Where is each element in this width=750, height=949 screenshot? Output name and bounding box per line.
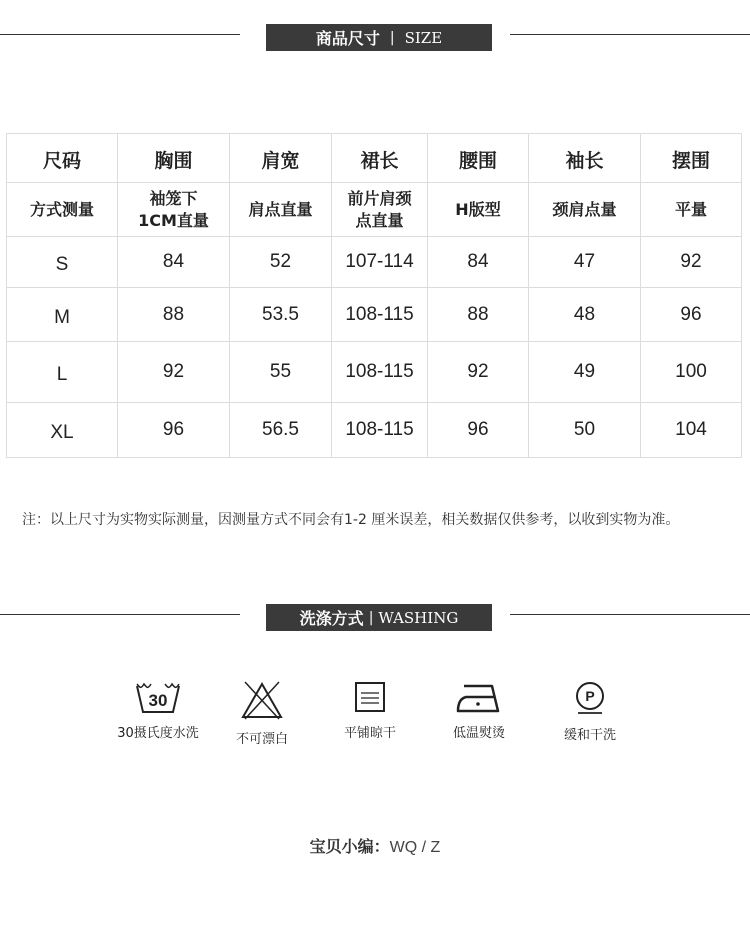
table-cell: 56.5 bbox=[230, 403, 332, 458]
method-text: 颈肩点量 bbox=[552, 199, 617, 219]
column-header: 肩宽 bbox=[230, 134, 332, 183]
washing-section-header bbox=[0, 604, 750, 632]
care-item-iron bbox=[424, 680, 534, 741]
care-label: 平铺晾干 bbox=[343, 726, 396, 741]
table-row bbox=[7, 237, 742, 288]
column-header: 裙长 bbox=[332, 134, 428, 183]
method-text: 袖笼下 bbox=[149, 188, 198, 208]
table-cell: 88 bbox=[118, 288, 230, 342]
table-cell: 92 bbox=[118, 342, 230, 403]
washing-title-badge bbox=[266, 604, 492, 631]
header-divider-left bbox=[0, 34, 240, 35]
iron-low-icon bbox=[454, 680, 504, 714]
header-divider-left bbox=[0, 614, 240, 615]
method-text: 平量 bbox=[674, 199, 707, 219]
method-cell bbox=[118, 183, 230, 237]
table-cell: 92 bbox=[641, 237, 742, 288]
method-cell bbox=[7, 183, 118, 237]
column-header: 腰围 bbox=[428, 134, 529, 183]
editor-label: 宝贝小编： bbox=[309, 837, 390, 856]
column-header: 摆围 bbox=[641, 134, 742, 183]
table-cell: 50 bbox=[529, 403, 641, 458]
title-separator: | bbox=[368, 609, 374, 626]
table-cell: 88 bbox=[428, 288, 529, 342]
table-cell: 104 bbox=[641, 403, 742, 458]
header-divider-right bbox=[510, 614, 750, 615]
care-label: 缓和干洗 bbox=[563, 728, 616, 743]
method-cell bbox=[332, 183, 428, 237]
column-header: 胸围 bbox=[118, 134, 230, 183]
wash-temperature: 30 bbox=[148, 691, 168, 710]
care-label: 低温熨烫 bbox=[452, 726, 505, 741]
dry-clean-letter: P bbox=[585, 688, 595, 704]
method-text: 方式测量 bbox=[29, 199, 94, 219]
size-section-header bbox=[0, 24, 750, 52]
measurement-method-row bbox=[7, 183, 742, 237]
size-title-badge bbox=[266, 24, 492, 51]
care-label: 30摄氏度水洗 bbox=[117, 726, 199, 741]
method-cell bbox=[230, 183, 332, 237]
title-separator: | bbox=[389, 29, 395, 46]
size-title-en: SIZE bbox=[404, 28, 443, 47]
table-cell: 55 bbox=[230, 342, 332, 403]
size-cell: S bbox=[7, 237, 118, 288]
table-cell: 107-114 bbox=[332, 237, 428, 288]
care-item-wash bbox=[103, 680, 213, 741]
dry-flat-icon bbox=[353, 680, 387, 714]
column-header: 尺码 bbox=[7, 134, 118, 183]
table-cell: 49 bbox=[529, 342, 641, 403]
column-header: 袖长 bbox=[529, 134, 641, 183]
table-cell: 53.5 bbox=[230, 288, 332, 342]
editor-credit bbox=[0, 834, 750, 857]
method-text: 点直量 bbox=[355, 210, 404, 230]
do-not-bleach-icon bbox=[239, 680, 285, 720]
care-item-dry bbox=[315, 680, 425, 741]
table-header-row bbox=[7, 134, 742, 183]
washing-title-en: WASHING bbox=[378, 608, 459, 627]
table-cell: 108-115 bbox=[332, 403, 428, 458]
table-cell: 96 bbox=[641, 288, 742, 342]
size-cell: XL bbox=[7, 403, 118, 458]
care-label: 不可漂白 bbox=[235, 732, 288, 747]
wash-30-icon bbox=[135, 680, 181, 714]
table-row bbox=[7, 342, 742, 403]
table-cell: 100 bbox=[641, 342, 742, 403]
table-row bbox=[7, 288, 742, 342]
table-cell: 96 bbox=[118, 403, 230, 458]
method-text: 肩点直量 bbox=[248, 199, 313, 219]
measurement-note: 注：以上尺寸为实物实际测量，因测量方式不同会有1-2 厘米误差，相关数据仅供参考，以收到实物为准。 bbox=[22, 512, 680, 528]
table-cell: 84 bbox=[118, 237, 230, 288]
size-cell: M bbox=[7, 288, 118, 342]
method-text: 1CM直量 bbox=[138, 210, 209, 230]
table-cell: 84 bbox=[428, 237, 529, 288]
method-cell bbox=[529, 183, 641, 237]
editor-value: WQ / Z bbox=[389, 839, 441, 856]
table-row bbox=[7, 403, 742, 458]
table-cell: 108-115 bbox=[332, 288, 428, 342]
method-cell bbox=[641, 183, 742, 237]
size-cell: L bbox=[7, 342, 118, 403]
table-cell: 96 bbox=[428, 403, 529, 458]
method-text: 前片肩颈 bbox=[347, 188, 412, 208]
method-cell bbox=[428, 183, 529, 237]
table-cell: 48 bbox=[529, 288, 641, 342]
care-item-bleach bbox=[207, 680, 317, 747]
size-table bbox=[6, 133, 742, 458]
size-title-cn: 商品尺寸 bbox=[315, 29, 380, 48]
header-divider-right bbox=[510, 34, 750, 35]
method-text: H版型 bbox=[455, 199, 501, 219]
table-cell: 92 bbox=[428, 342, 529, 403]
care-item-dryclean bbox=[535, 680, 645, 743]
dry-clean-p-icon bbox=[572, 680, 608, 716]
washing-title-cn: 洗涤方式 bbox=[299, 609, 364, 628]
table-cell: 52 bbox=[230, 237, 332, 288]
table-cell: 108-115 bbox=[332, 342, 428, 403]
table-cell: 47 bbox=[529, 237, 641, 288]
